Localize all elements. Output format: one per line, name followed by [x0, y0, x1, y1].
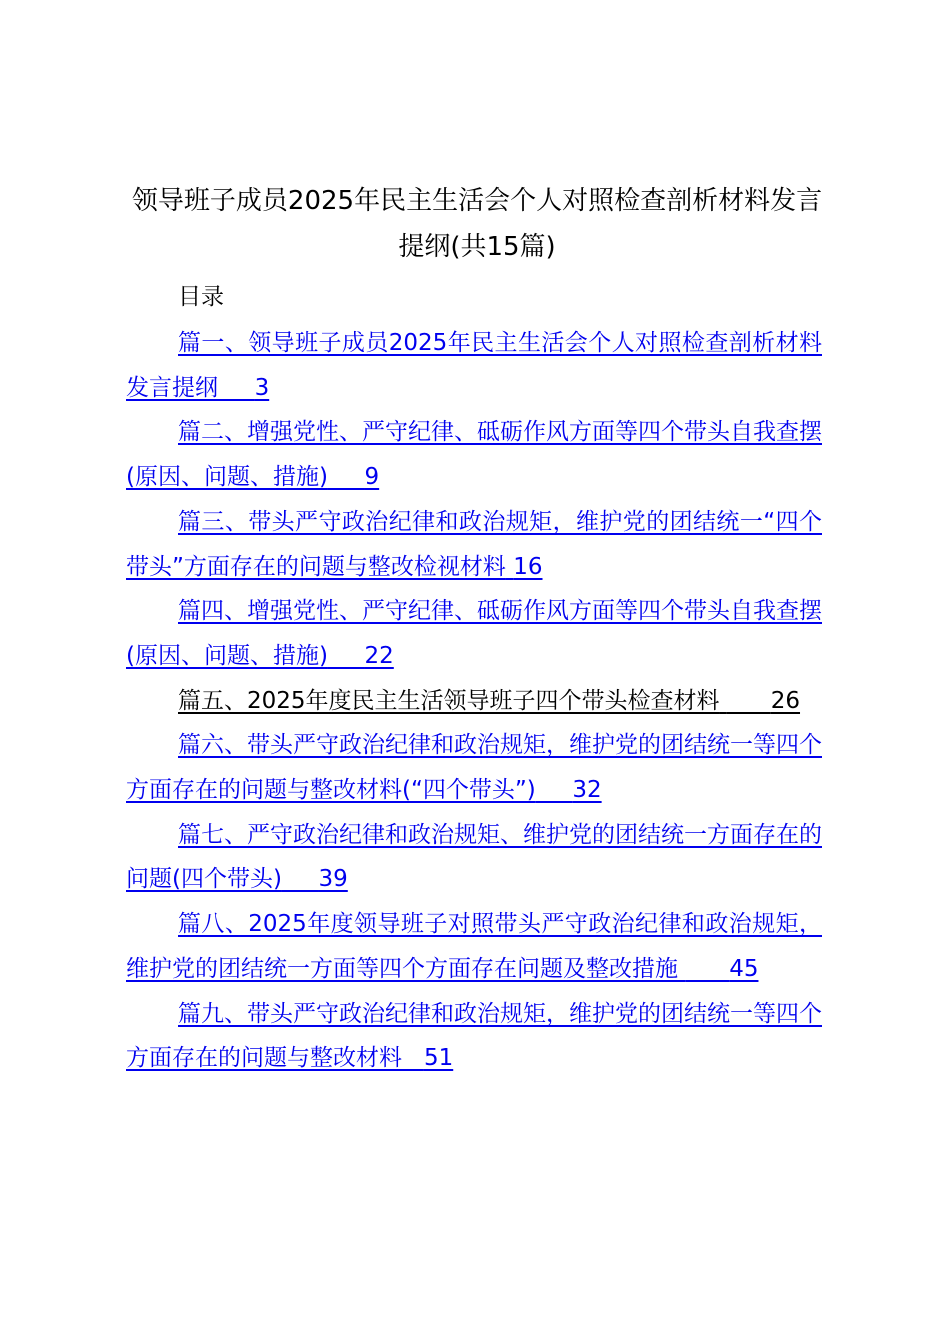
document-title: 领导班子成员2025年民主生活会个人对照检查剖析材料发言提纲(共15篇)	[131, 186, 823, 262]
toc-entry	[126, 321, 822, 410]
toc-entry-page: 51	[423, 1045, 454, 1072]
toc-entry-page: 9	[364, 464, 380, 491]
toc-entry-label: 篇六、带头严守政治纪律和政治规矩，维护党的团结统一等四个方面存在的问题与整改材料(“四个带头”)	[126, 732, 822, 804]
toc-entry	[126, 723, 822, 812]
toc-entry-page: 32	[572, 777, 602, 804]
toc-entry-page: 45	[729, 955, 759, 982]
table-of-contents	[126, 321, 822, 1081]
toc-link-5[interactable]	[178, 688, 800, 714]
toc-entry	[126, 410, 822, 499]
toc-link-7[interactable]	[126, 822, 822, 893]
toc-link-2[interactable]	[126, 419, 822, 490]
toc-link-3[interactable]	[126, 509, 822, 580]
toc-entry-page: 3	[254, 374, 270, 401]
toc-entry-label: 篇九、带头严守政治纪律和政治规矩，维护党的团结统一等四个方面存在的问题与整改材料	[126, 1000, 822, 1072]
toc-link-8[interactable]	[126, 911, 822, 982]
toc-entry-page: 39	[318, 866, 348, 893]
toc-link-1[interactable]	[126, 330, 822, 401]
toc-entry	[126, 813, 822, 902]
toc-entry	[126, 902, 822, 991]
toc-link-4[interactable]	[126, 598, 822, 669]
toc-link-6[interactable]	[126, 732, 822, 803]
toc-entry-label: 篇七、严守政治纪律和政治规矩、维护党的团结统一方面存在的问题(四个带头)	[126, 821, 822, 893]
toc-heading: 目录	[178, 284, 224, 310]
toc-entry-label: 篇三、带头严守政治纪律和政治规矩，维护党的团结统一“四个带头”方面存在的问题与整改检视材料	[126, 508, 822, 580]
toc-entry-label: 篇八、2025年度领导班子对照带头严守政治纪律和政治规矩，维护党的团结统一方面等四个方面存在问题及整改措施	[126, 911, 822, 982]
toc-entry-label: 篇一、领导班子成员2025年民主生活会个人对照检查剖析材料发言提纲	[126, 330, 822, 401]
toc-entry	[126, 500, 822, 589]
toc-entry-page: 26	[770, 687, 801, 714]
toc-entry-label: 篇二、增强党性、严守纪律、砥砺作风方面等四个带头自我查摆(原因、问题、措施)	[126, 419, 822, 491]
toc-entry-page: 16	[513, 553, 543, 580]
toc-entry-page: 22	[364, 642, 394, 669]
toc-entry-label: 篇五、2025年度民主生活领导班子四个带头检查材料	[178, 687, 720, 714]
toc-link-9[interactable]	[126, 1001, 822, 1072]
toc-entry	[126, 992, 822, 1081]
toc-entry	[126, 589, 822, 678]
toc-entry-label: 篇四、增强党性、严守纪律、砥砺作风方面等四个带头自我查摆(原因、问题、措施)	[126, 598, 822, 669]
toc-entry	[126, 679, 822, 724]
